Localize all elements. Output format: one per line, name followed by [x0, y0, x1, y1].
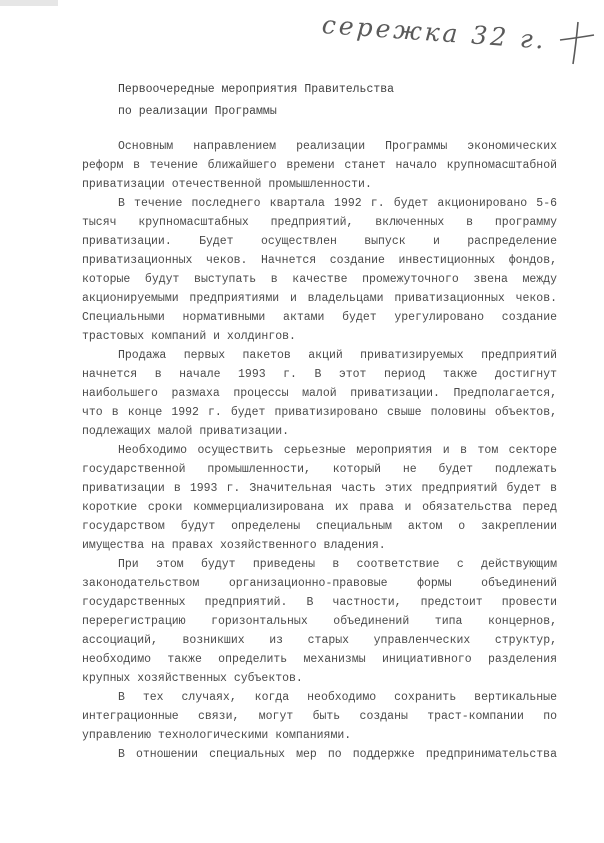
text-line: приватизации отечественной промышленности.: [82, 178, 372, 191]
text-line: интеграционные связи, могут быть созданы траст-компании по: [82, 710, 557, 723]
text-line: приватизации. Будет осуществлен выпуск и распределение: [82, 235, 557, 248]
text-line: подлежащих малой приватизации.: [82, 425, 290, 438]
text-line: приватизации в 1993 г. Значительная часть этих предприятий будет в: [82, 482, 557, 495]
text-line: начнется в начале 1993 г. В этот период также достигнут: [82, 368, 557, 381]
text-line: Продажа первых пакетов акций приватизируемых предприятий: [118, 349, 557, 362]
text-line: государственных предприятий. В частности, предстоит провести: [82, 596, 557, 609]
text-line: необходимо также определить механизмы инициативного разделения: [82, 653, 557, 666]
text-line: реформ в течение ближайшего времени станет начало крупномасштабной: [82, 159, 557, 172]
text-line: Основным направлением реализации Программы экономических: [118, 140, 557, 153]
text-line: В отношении специальных мер по поддержке предпринимательства: [118, 748, 557, 761]
scan-smudge: [0, 0, 58, 6]
text-line: управлению технологическими компаниями.: [82, 729, 352, 742]
text-line: которые будут выступать в качестве промежуточного звена между: [82, 273, 557, 286]
text-line: акционируемыми предприятиями и владельцами приватизационных чеков.: [82, 292, 557, 305]
text-line: трастовых компаний и холдингов.: [82, 330, 296, 343]
document-title: [118, 79, 394, 123]
text-line: В тех случаях, когда необходимо сохранить вертикальные: [118, 691, 557, 704]
text-line: В течение последнего квартала 1992 г. будет акционировано 5-6: [118, 197, 557, 210]
text-line: приватизационных чеков. Начнется создание инвестиционных фондов,: [82, 254, 557, 267]
text-line: наибольшего размаха процессы малой приватизации. Предполагается,: [82, 387, 557, 400]
handwritten-cross-mark: [556, 18, 598, 66]
text-line: имущества на правах хозяйственного владения.: [82, 539, 386, 552]
text-line: крупных хозяйственных субъектов.: [82, 672, 303, 685]
text-line: государственной промышленности, который не будет подлежать: [82, 463, 557, 476]
text-line: что в конце 1992 г. будет приватизировано свыше половины объектов,: [82, 406, 557, 419]
text-line: ассоциаций, возникших из старых управленческих структур,: [82, 634, 557, 647]
text-line: Специальными нормативными актами будет урегулировано создание: [82, 311, 557, 324]
text-line: короткие сроки коммерциализирована их права и обязательства перед: [82, 501, 557, 514]
title-line: по реализации Программы: [118, 105, 277, 118]
title-line: Первоочередные мероприятия Правительства: [118, 83, 395, 96]
text-line: тысяч крупномасштабных предприятий, включенных в программу: [82, 216, 557, 229]
document-body: [82, 137, 557, 764]
text-line: Необходимо осуществить серьезные мероприятия и в том секторе: [118, 444, 557, 457]
text-line: При этом будут приведены в соответствие с действующим: [118, 558, 557, 571]
handwritten-note: сережка 32 г.: [320, 10, 548, 55]
text-line: законодательством организационно-правовые формы объединений: [82, 577, 557, 590]
text-line: перерегистрацию горизонтальных объединений типа концернов,: [82, 615, 557, 628]
text-line: государством будут определены специальным актом о закреплении: [82, 520, 557, 533]
